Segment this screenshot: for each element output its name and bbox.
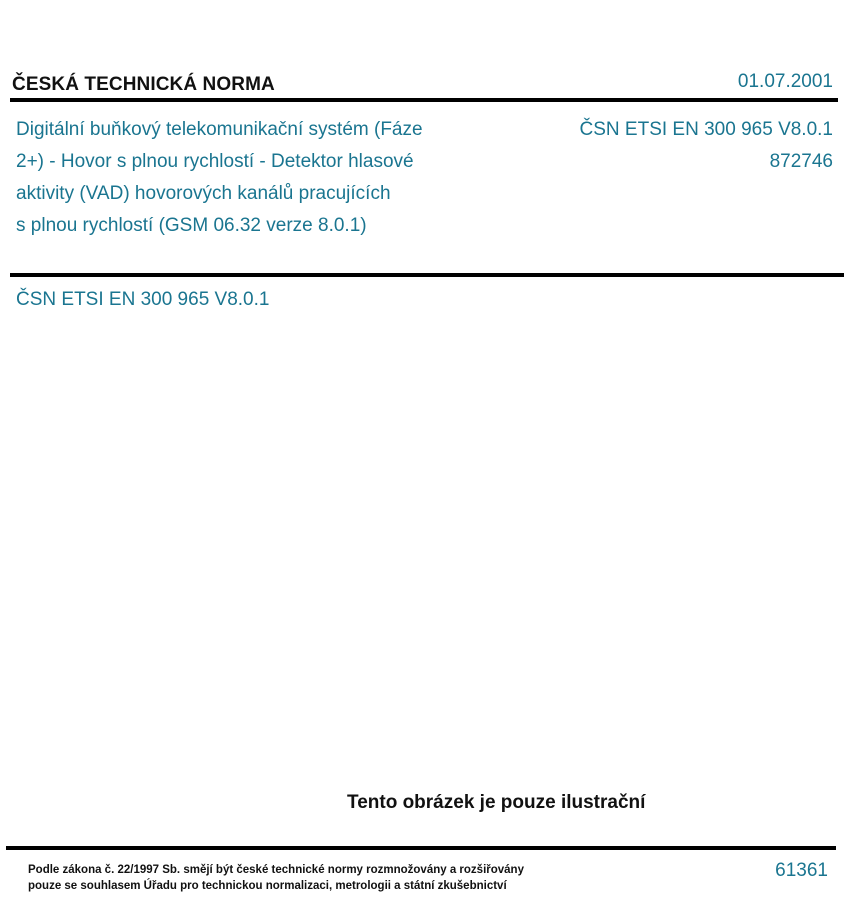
publication-date: 01.07.2001 [737,71,833,92]
standard-title-line: Digitální buňkový telekomunikační systém (Fáze [16,119,423,140]
catalog-number: 872746 [769,151,833,172]
standard-title [16,114,496,242]
illustrative-notice: Tento obrázek je pouze ilustrační [347,792,646,813]
top-divider [10,98,838,102]
standard-title-line: aktivity (VAD) hovorových kanálů pracujících [16,183,391,204]
standard-title-line: s plnou rychlostí (GSM 06.32 verze 8.0.1) [16,215,367,236]
standard-code: ČSN ETSI EN 300 965 V8.0.1 [579,119,833,140]
copyright-notice [28,862,524,894]
document-type-title: ČESKÁ TECHNICKÁ NORMA [12,74,275,95]
middle-divider [10,273,844,277]
standard-code-repeat: ČSN ETSI EN 300 965 V8.0.1 [16,289,270,310]
copyright-notice-line: pouze se souhlasem Úřadu pro technickou normalizaci, metrologii a státní zkušebnictví [28,880,507,892]
footer-number: 61361 [775,860,828,881]
standard-title-line: 2+) - Hovor s plnou rychlostí - Detektor hlasové [16,151,414,172]
copyright-notice-line: Podle zákona č. 22/1997 Sb. smějí být české technické normy rozmnožovány a rozšiřovány [28,864,524,876]
bottom-divider [6,846,836,850]
